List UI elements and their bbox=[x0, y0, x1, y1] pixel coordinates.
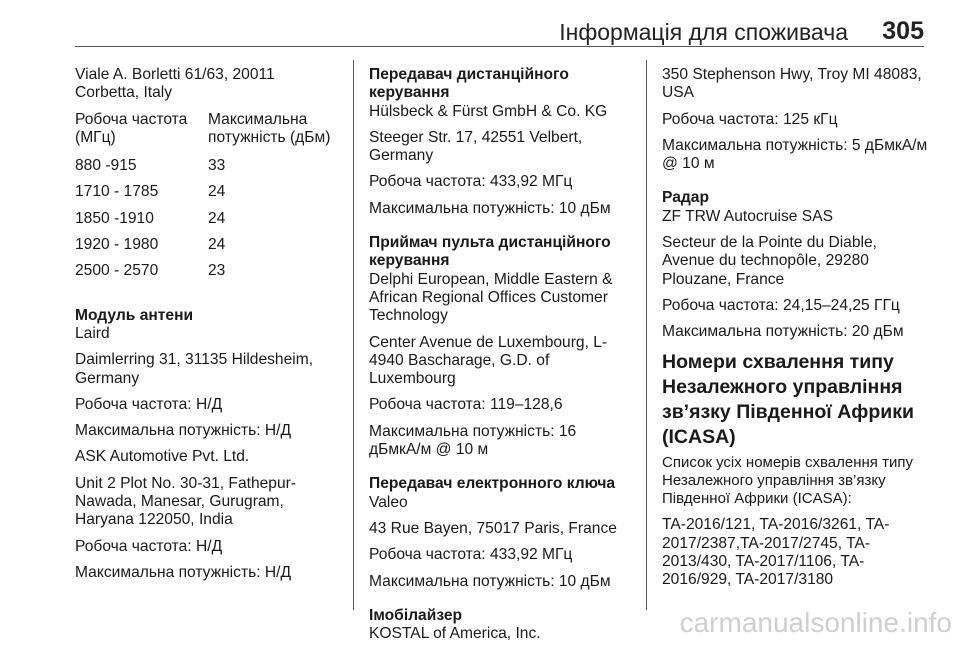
table-row bbox=[75, 157, 337, 183]
remote-transmitter-frequency: Робоча частота: 433,92 МГц bbox=[369, 173, 573, 191]
radar-frequency: Робоча частота: 24,15–24,25 ГГц bbox=[662, 296, 900, 314]
radar-heading: Радар bbox=[662, 189, 709, 207]
manufacturer-address: Viale A. Borletti 61/63, 20011 Corbetta, Italy bbox=[75, 66, 275, 102]
table-cell-power: 24 bbox=[208, 236, 226, 254]
immobilizer-power: Максимальна потужність: 5 дБмкА/м @ 10 м bbox=[662, 136, 928, 173]
immobilizer-heading: Імобілайзер bbox=[369, 606, 463, 624]
remote-transmitter-address: Steeger Str. 17, 42551 Velbert, Germany bbox=[369, 128, 583, 165]
table-header-row bbox=[75, 111, 337, 158]
table-cell-frequency: 1710 - 1785 bbox=[75, 183, 159, 201]
antenna-frequency: Робоча частота: Н/Д bbox=[75, 395, 223, 413]
watermark: carmanualsonline.info bbox=[679, 607, 952, 638]
column-2 bbox=[369, 66, 631, 651]
page-title: Інформація для споживача bbox=[559, 19, 848, 45]
column-divider-2 bbox=[646, 60, 647, 610]
table-row bbox=[75, 236, 337, 262]
icasa-heading: Номери схвалення типу Незалежного управління зв’язку Південної Африки (ICASA) bbox=[662, 350, 914, 448]
radar-manufacturer: ZF TRW Autocruise SAS bbox=[662, 207, 834, 225]
electronic-key-address: 43 Rue Bayen, 75017 Paris, France bbox=[369, 519, 617, 537]
table-cell-power: 23 bbox=[208, 262, 226, 280]
remote-transmitter-heading: Передавач дистанційного керування bbox=[369, 66, 569, 102]
page-number: 305 bbox=[882, 17, 924, 45]
table-cell-frequency: 2500 - 2570 bbox=[75, 262, 159, 280]
table-cell-power: 24 bbox=[208, 183, 226, 201]
electronic-key-power: Максимальна потужність: 10 дБм bbox=[369, 572, 611, 590]
table-cell-frequency: 880 -915 bbox=[75, 157, 137, 175]
remote-transmitter-manufacturer: Hülsbeck & Fürst GmbH & Co. KG bbox=[369, 102, 608, 120]
electronic-key-frequency: Робоча частота: 433,92 МГц bbox=[369, 546, 573, 564]
radar-power: Максимальна потужність: 20 дБм bbox=[662, 323, 904, 341]
column-3 bbox=[662, 66, 932, 598]
remote-receiver-heading: Приймач пульта дистанційного керування bbox=[369, 234, 611, 270]
column-divider-1 bbox=[353, 60, 354, 610]
table-header-frequency: Робоча частота (МГц) bbox=[75, 110, 188, 146]
remote-receiver-manufacturer: Delphi European, Middle Eastern & African Regional Offices Customer Technology bbox=[369, 270, 613, 325]
table-row bbox=[75, 210, 337, 236]
remote-transmitter-power: Максимальна потужність: 10 дБм bbox=[369, 199, 611, 217]
immobilizer-manufacturer: KOSTAL of America, Inc. bbox=[369, 625, 541, 643]
immobilizer-address: 350 Stephenson Hwy, Troy MI 48083, USA bbox=[662, 66, 922, 102]
antenna-address: Daimlerring 31, 31135 Hildesheim, Germany bbox=[75, 351, 314, 387]
remote-receiver-power: Максимальна потужність: 16 дБмкА/м @ 10 м bbox=[369, 422, 577, 459]
remote-receiver-address: Center Avenue de Luxembourg, L-4940 Bascharage, G.D. of Luxembourg bbox=[369, 333, 608, 388]
second-address: Unit 2 Plot No. 30-31, Fathepur-Nawada, Manesar, Gurugram, Haryana 122050, India bbox=[75, 474, 297, 529]
table-row bbox=[75, 183, 337, 209]
antenna-power: Максимальна потужність: Н/Д bbox=[75, 422, 292, 440]
header-rule bbox=[75, 46, 924, 47]
table-header-power: Максимальна потужність (дБм) bbox=[208, 110, 331, 146]
second-manufacturer: ASK Automotive Pvt. Ltd. bbox=[75, 448, 250, 466]
second-power: Максимальна потужність: Н/Д bbox=[75, 563, 292, 581]
table-cell-frequency: 1920 - 1980 bbox=[75, 236, 159, 254]
radar-address: Secteur de la Pointe du Diable, Avenue du technopôle, 29280 Plouzane, France bbox=[662, 234, 877, 288]
frequency-power-table bbox=[75, 111, 337, 289]
column-1 bbox=[75, 66, 337, 590]
remote-receiver-frequency: Робоча частота: 119–128,6 bbox=[369, 396, 563, 414]
table-cell-power: 33 bbox=[208, 157, 226, 175]
table-cell-power: 24 bbox=[208, 209, 226, 227]
table-row bbox=[75, 262, 337, 288]
electronic-key-heading: Передавач електронного ключа bbox=[369, 475, 616, 493]
antenna-heading: Модуль антени bbox=[75, 306, 194, 324]
icasa-numbers: TA-2016/121, TA-2016/3261, TA-2017/2387,TA-2017/2745, TA-2013/430, TA-2017/1106, TA-2016/929, TA-2017/3180 bbox=[662, 516, 890, 589]
electronic-key-manufacturer: Valeo bbox=[369, 493, 408, 511]
icasa-intro: Список усіх номерів схвалення типу Незалежного управління зв’язку Південної Африки (ICASA): bbox=[662, 453, 913, 508]
second-frequency: Робоча частота: Н/Д bbox=[75, 537, 223, 555]
table-cell-frequency: 1850 -1910 bbox=[75, 209, 154, 227]
antenna-manufacturer: Laird bbox=[75, 324, 110, 342]
immobilizer-frequency: Робоча частота: 125 кГц bbox=[662, 110, 838, 128]
